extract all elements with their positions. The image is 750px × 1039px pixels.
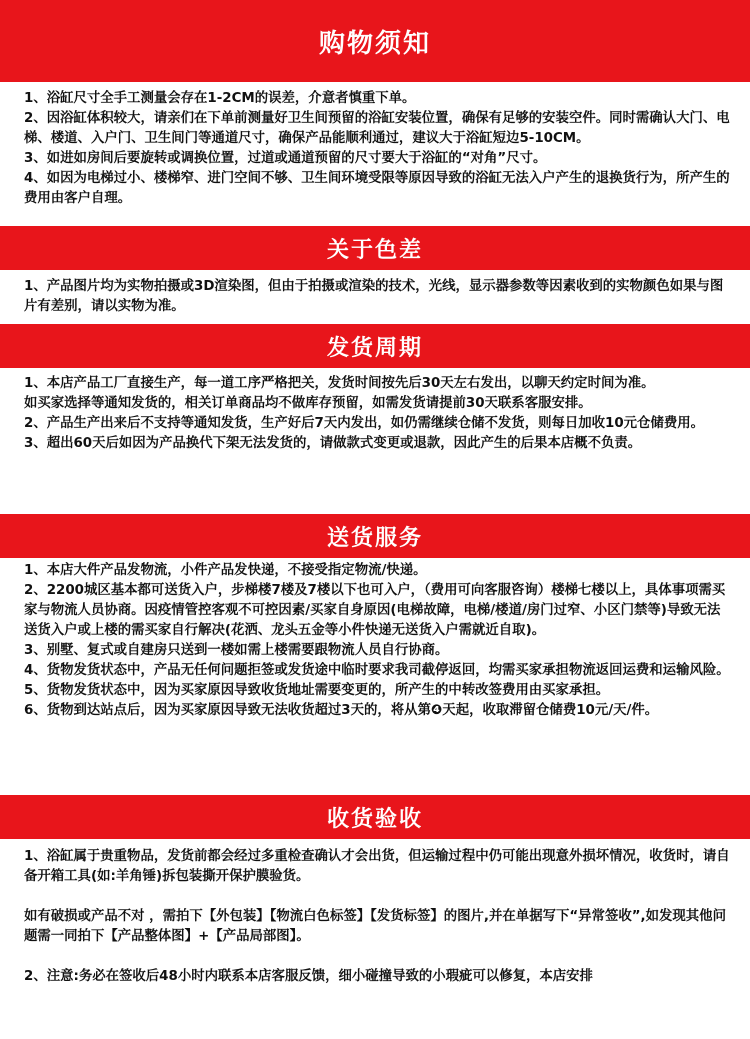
section-color-difference bbox=[0, 270, 750, 324]
paragraph: 1、浴缸尺寸全手工测量会存在1-2CM的误差，介意者慎重下单。 bbox=[24, 91, 416, 106]
section-title: 发货周期 bbox=[326, 335, 423, 361]
paragraph: 2、产品生产出来后不支持等通知发货，生产好后7天内发出，如仍需继续仓储不发货，则每日加收10元仓储费用。 bbox=[24, 416, 705, 431]
banner-delivery-service bbox=[0, 514, 750, 558]
section-receipt-inspection bbox=[0, 839, 750, 1039]
section-title: 关于色差 bbox=[326, 237, 423, 263]
section-delivery-service bbox=[0, 558, 750, 795]
paragraph: 2、注意:务必在签收后48小时内联系本店客服反馈，细小碰撞导致的小瑕疵可以修复，本店安排 bbox=[24, 969, 593, 984]
paragraph: 4、如因为电梯过小、楼梯窄、进门空间不够、卫生间环境受限等原因导致的浴缸无法入户产生的退换货行为，所产生的费用由客户自理。 bbox=[24, 171, 730, 206]
paragraph: 3、别墅、复式或自建房只送到一楼如需上楼需要跟物流人员自行协商。 bbox=[24, 643, 449, 658]
banner-shopping-notice bbox=[0, 0, 750, 82]
section-title: 送货服务 bbox=[326, 525, 423, 551]
paragraph: 如有破损或产品不对 ，需拍下【外包装】【物流白色标签】【发货标签】的图片,并在单据写下“异常签收”,如发现其他问题需一同拍下【产品整体图】+【产品局部图】。 bbox=[24, 909, 726, 944]
section-title: 收货验收 bbox=[326, 806, 423, 832]
paragraph: 如买家选择等通知发货的，相关订单商品均不做库存预留，如需发货请提前30天联系客服安排。 bbox=[24, 396, 592, 411]
paragraph: 6、货物到达站点后，因为买家原因导致无法收货超过3天的，将从第❹天起，收取滞留仓储费10元/天/件。 bbox=[24, 703, 659, 718]
spacer bbox=[24, 887, 732, 907]
paragraph: 1、本店大件产品发物流，小件产品发快递，不接受指定物流/快递。 bbox=[24, 563, 427, 578]
paragraph: 5、货物发货状态中，因为买家原因导致收货地址需要变更的，所产生的中转改签费用由买家承担。 bbox=[24, 683, 610, 698]
banner-color-difference bbox=[0, 226, 750, 270]
spacer bbox=[24, 947, 732, 967]
section-shipping-cycle bbox=[0, 368, 750, 514]
paragraph: 2、2200城区基本都可送货入户，步梯楼7楼及7楼以下也可入户，（费用可向客服咨询）楼梯七楼以上，具体事项需买家与物流人员协商。因疫情管控客观不可控因素/买家自身原因(电梯故障，电梯/楼道/房门过窄、小区门禁等)导致无法送货入户或上楼的需买家自行解决(花洒、龙头五金等小件快递无送货入户需就近自取)。 bbox=[24, 583, 726, 638]
paragraph: 3、如进如房间后要旋转或调换位置，过道或通道预留的尺寸要大于浴缸的“对角”尺寸。 bbox=[24, 151, 547, 166]
paragraph: 1、产品图片均为实物拍摄或3D渲染图，但由于拍摄或渲染的技术，光线，显示器参数等因素收到的实物颜色如果与图片有差别，请以实物为准。 bbox=[24, 279, 724, 314]
banner-receipt-inspection bbox=[0, 795, 750, 839]
paragraph: 2、因浴缸体积较大，请亲们在下单前测量好卫生间预留的浴缸安装位置，确保有足够的安装空件。同时需确认大门、电梯、楼道、入户门、卫生间门等通道尺寸，确保产品能顺利通过，建议大于浴缸短边5-10CM。 bbox=[24, 111, 730, 146]
section-title: 购物须知 bbox=[318, 28, 431, 59]
paragraph: 1、本店产品工厂直接生产，每一道工序严格把关，发货时间按先后30天左右发出，以聊天约定时间为准。 bbox=[24, 376, 655, 391]
paragraph: 4、货物发货状态中，产品无任何问题拒签或发货途中临时要求我司截停返回，均需买家承担物流返回运费和运输风险。 bbox=[24, 663, 730, 678]
section-shopping-notice bbox=[0, 82, 750, 226]
paragraph: 1、浴缸属于贵重物品，发货前都会经过多重检查确认才会出货，但运输过程中仍可能出现意外损坏情况，收货时，请自备开箱工具(如:羊角锤)拆包装撕开保护膜验货。 bbox=[24, 849, 730, 884]
banner-shipping-cycle bbox=[0, 324, 750, 368]
paragraph: 3、超出60天后如因为产品换代下架无法发货的，请做款式变更或退款，因此产生的后果本店概不负责。 bbox=[24, 436, 642, 451]
